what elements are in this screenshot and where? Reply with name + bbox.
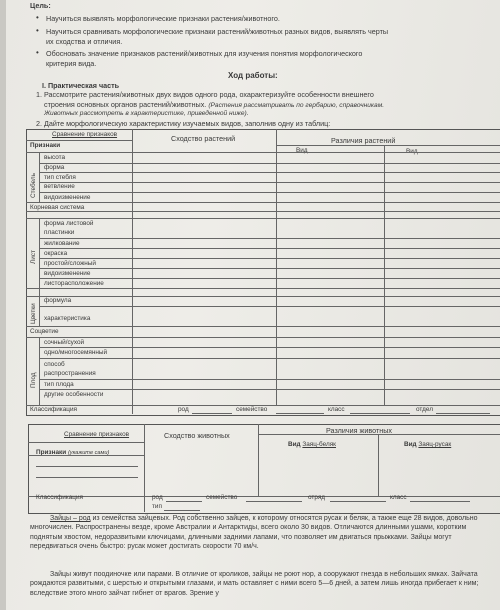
class-label: класс [328,406,345,413]
col-similarity: Сходство растений [171,134,236,143]
row-leaf-shape: форма листовой [44,220,94,227]
animal-classification-label: Классификация [36,494,83,501]
bullet-icon: • [36,48,39,57]
bullet-icon: • [36,26,39,35]
animal-type-label: тип [152,503,162,510]
row-modification: видоизменение [44,194,91,201]
row-method: способ [44,361,65,368]
row-spread: распространения [44,370,96,377]
goal-2: Научиться сравнивать морфологические признаки растений/животных разных видов, выявлять черты [46,27,389,36]
animal-family-label: семейство [206,494,238,501]
row-blade: пластинки [44,229,75,236]
col-difference: Различия растений [331,136,396,145]
goal-2-cont: их сходства и отличия. [46,37,123,46]
col-kind-2: Вид [406,148,418,155]
row-venation: жилкование [44,240,80,247]
animal-col-difference: Различия животных [326,426,392,435]
row-seeds: одно/многосемянный [44,349,108,356]
goals-title: Цель: [30,1,51,10]
animal-genus-label: род [152,494,163,501]
row-fruit-type: тип плода [44,381,74,388]
row-inflorescence: Соцветие [30,328,59,335]
goal-3: Обосновать значение признаков растений/животных для изучения понятия морфологического [46,49,363,58]
task-2: 2. Дайте морфологическую характеристику изучаемых видов, заполнив одну из таблиц: [36,119,331,128]
row-formula: формула [44,297,72,304]
task-1-line2: строения основных органов растений/животных. (Растения рассматривать по гербарию, справочникам. [44,100,385,109]
classification-label: Классификация [30,406,77,413]
paragraph-2: Зайцы живут поодиночке или парами. В отличие от кроликов, зайцы не роют нор, а сооружают гнезда в небольших ямках. Зайчата рождаются развитыми, с шерстью и открытыми глазами, и мать оставляет с ними всего 5—6 дней, а затем лишь иногда прибегает к ним; вследствие этого много зайчат гибнет от врагов. Зрение у [30,571,479,597]
task-1: 1. Рассмотрите растения/животных двух видов одного рода, охарактеризуйте особенности внешнего [36,90,374,99]
work-title: Ход работы: [228,71,278,80]
row-height: высота [44,154,66,161]
animal-col-compare: Сравнение признаков [64,431,130,438]
row-simple-complex: простой/сложный [44,260,96,267]
group-leaf: Лист [30,250,37,264]
row-characteristic: характеристика [44,315,91,322]
col-signs: Признаки [30,142,61,149]
group-flower: Цветки [30,303,37,324]
row-leaf-modification: видоизменение [44,270,91,277]
row-juicy-dry: сочный/сухой [44,339,85,346]
animal-order-label: отряд [308,494,326,501]
section-title: I. Практическая часть [42,81,120,90]
goal-1: Научиться выявлять морфологические признаки растения/животного. [46,14,280,23]
row-stem-type: тип стебля [44,174,76,181]
task-1-line3: Животных рассмотреть в характеристике, приведенной ниже). [44,110,249,117]
animal-class-label: класс [390,494,407,501]
col-compare: Сравнение признаков [52,131,118,138]
division-label: отдел [416,406,433,413]
row-leaf-arrangement: листорасположение [44,280,104,287]
goal-3-cont: критерия вида. [46,59,97,68]
row-form: форма [44,164,65,171]
paragraph-1: Зайцы – род из семейства зайцевых. Род собственно зайцев, к которому относятся русак и беляк, а также еще 28 видов, довольно многочислен. Распространены везде, кроме Австралии и Антарктиды, всего около 30 видов. Отличаются длинными ушами, коротким поднятым хвостом, недоразвитыми ключицами, длинными задними лапами, что позволяет им двигаться прыжками. Зайцы могут передвигаться очень быстро: русак может достигать скорости 70 км/ч. [30,515,478,550]
group-fruit: Плод [30,372,37,388]
row-root-system: Корневая система [30,204,85,211]
genus-label: род [178,406,189,413]
animal-col-kind-1: Вид Заяц-беляк [288,441,336,448]
group-stem: Стебель [30,173,37,198]
row-other: другие особенности [44,391,104,398]
row-color: окраска [44,250,68,257]
col-kind-1: Вид [296,147,308,154]
animal-col-signs: Признаки (укажите сами) [36,449,110,456]
worksheet-page [6,0,500,610]
animal-col-kind-2: Вид Заяц-русак [404,441,452,448]
bullet-icon: • [36,13,39,22]
animal-col-similarity: Сходство животных [164,431,230,440]
row-branching: ветвление [44,183,75,190]
family-label: семейство [236,406,268,413]
